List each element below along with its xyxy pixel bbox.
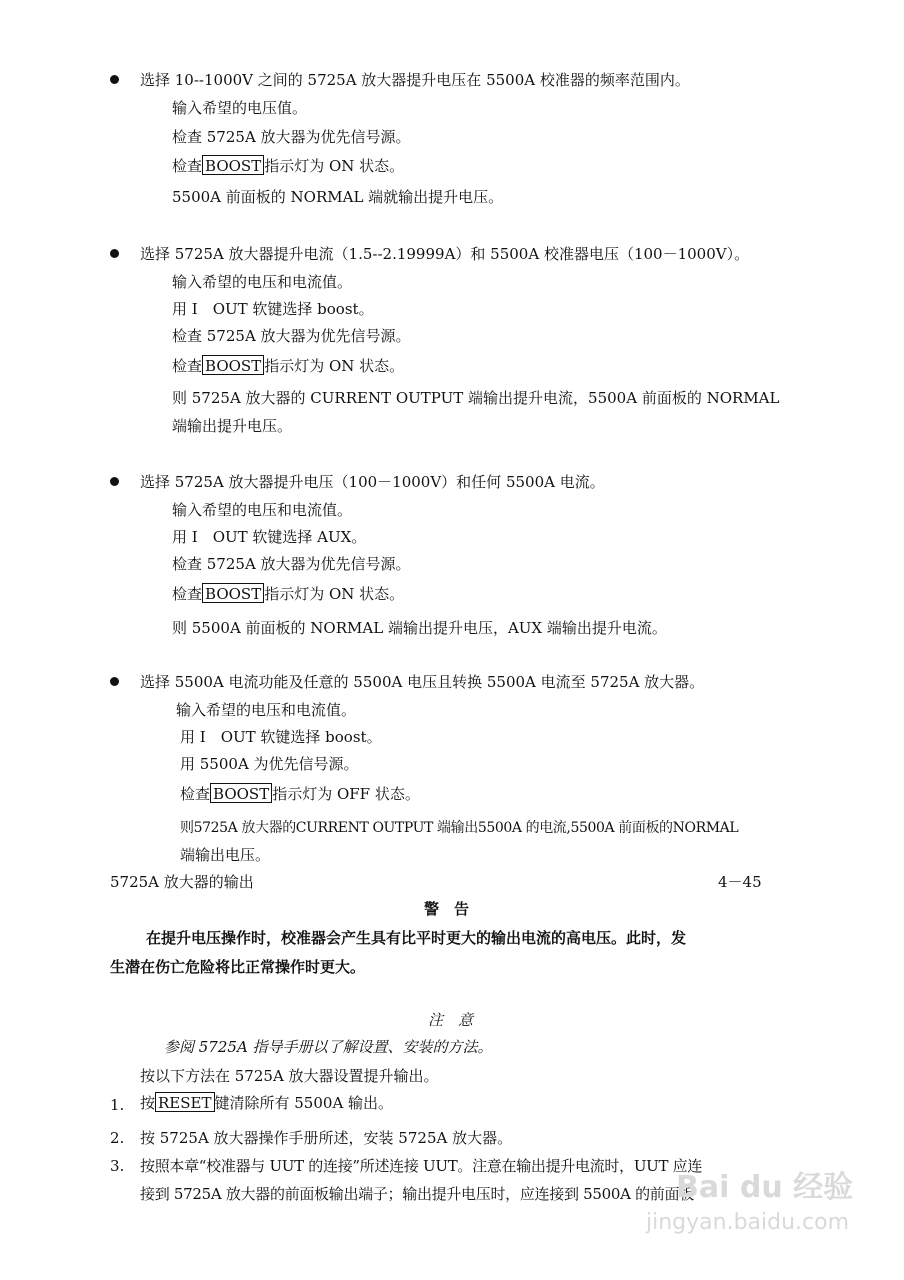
step-text: 指示灯为 OFF 状态。: [272, 785, 420, 803]
section-2-step-2: 用 I OUT 软键选择 boost。: [172, 300, 374, 318]
bullet-icon: [110, 249, 119, 258]
step-number: 1.: [110, 1096, 125, 1114]
step-text: 检查: [172, 157, 203, 175]
section-3-step-1: 输入希望的电压和电流值。: [172, 501, 353, 519]
warning-text-line-1: 在提升电压操作时，校准器会产生具有比平时更大的输出电流的高电压。此时，发: [146, 929, 687, 947]
watermark-url: jingyan.baidu.com: [646, 1210, 850, 1235]
numbered-step-2: 按 5725A 放大器操作手册所述，安装 5725A 放大器。: [140, 1129, 513, 1147]
page-number: 4－45: [718, 873, 762, 891]
section-4-heading: 选择 5500A 电流功能及任意的 5500A 电压且转换 5500A 电流至 5725A 放大器。: [140, 673, 705, 691]
section-3-step-3: 检查 5725A 放大器为优先信号源。: [172, 555, 411, 573]
step-number: 3.: [110, 1157, 125, 1175]
section-3-step-2: 用 I OUT 软键选择 AUX。: [172, 528, 367, 546]
section-1-step-4: 5500A 前面板的 NORMAL 端就输出提升电压。: [172, 188, 504, 206]
step-number: 2.: [110, 1129, 125, 1147]
section-2-step-5: 则 5725A 放大器的 CURRENT OUTPUT 端输出提升电流，5500A 前面板的 NORMAL: [172, 389, 780, 407]
bullet-icon: [110, 677, 119, 686]
section-2-heading: 选择 5725A 放大器提升电流（1.5--2.19999A）和 5500A 校准器电压（100－1000V）。: [140, 245, 750, 263]
section-3-heading: 选择 5725A 放大器提升电压（100－1000V）和任何 5500A 电流。: [140, 473, 605, 491]
section-3-step-4: [172, 583, 404, 604]
chapter-title: 5725A 放大器的输出: [110, 873, 254, 891]
note-text: 参阅 5725A 指导手册以了解设置、安装的方法。: [164, 1038, 493, 1056]
section-4-step-1: 输入希望的电压和电流值。: [176, 701, 357, 719]
boost-key-label: BOOST: [202, 155, 264, 175]
warning-title: 警 告: [424, 900, 470, 918]
section-2-step-4: [172, 355, 404, 376]
section-4-step-2: 用 I OUT 软键选择 boost。: [180, 728, 382, 746]
numbered-step-3-cont: 接到 5725A 放大器的前面板输出端子；输出提升电压时，应连接到 5500A 的前面板: [140, 1185, 694, 1203]
watermark-brand: Bai du 经验: [676, 1170, 854, 1205]
bullet-icon: [110, 75, 119, 84]
boost-key-label: BOOST: [210, 783, 272, 803]
section-4-step-3: 用 5500A 为优先信号源。: [180, 755, 359, 773]
section-1-step-2: 检查 5725A 放大器为优先信号源。: [172, 128, 411, 146]
numbered-step-1: [140, 1092, 393, 1113]
numbered-step-3: 按照本章“校准器与 UUT 的连接”所述连接 UUT。注意在输出提升电流时，UUT 应连: [140, 1157, 703, 1175]
step-text: 检查: [180, 785, 211, 803]
section-1-step-1: 输入希望的电压值。: [172, 99, 308, 117]
step-text: 指示灯为 ON 状态。: [264, 357, 405, 375]
boost-key-label: BOOST: [202, 583, 264, 603]
section-4-step-4: [180, 783, 420, 804]
boost-key-label: BOOST: [202, 355, 264, 375]
step-text: 检查: [172, 357, 203, 375]
step-text: 键清除所有 5500A 输出。: [214, 1094, 394, 1112]
section-3-step-5: 则 5500A 前面板的 NORMAL 端输出提升电压，AUX 端输出提升电流。: [172, 619, 667, 637]
section-2-step-1: 输入希望的电压和电流值。: [172, 273, 353, 291]
section-4-step-5: 则5725A 放大器的CURRENT OUTPUT 端输出5500A 的电流,5500A 前面板的NORMAL: [180, 820, 739, 836]
reset-key-label: RESET: [155, 1092, 214, 1112]
note-title: 注 意: [428, 1011, 474, 1029]
step-text: 按: [140, 1094, 156, 1112]
procedure-intro: 按以下方法在 5725A 放大器设置提升输出。: [140, 1067, 439, 1085]
section-2-step-3: 检查 5725A 放大器为优先信号源。: [172, 327, 411, 345]
section-4-step-5-cont: 端输出电压。: [180, 846, 271, 864]
bullet-icon: [110, 477, 119, 486]
section-1-heading: 选择 10--1000V 之间的 5725A 放大器提升电压在 5500A 校准器的频率范围内。: [140, 71, 690, 89]
baidu-jingyan-watermark: [676, 1162, 853, 1206]
section-1-step-3: [172, 155, 404, 176]
step-text: 检查: [172, 585, 203, 603]
warning-text-line-2: 生潜在伤亡危险将比正常操作时更大。: [110, 958, 366, 976]
step-text: 指示灯为 ON 状态。: [264, 585, 405, 603]
section-2-step-5-cont: 端输出提升电压。: [172, 417, 293, 435]
step-text: 指示灯为 ON 状态。: [264, 157, 405, 175]
